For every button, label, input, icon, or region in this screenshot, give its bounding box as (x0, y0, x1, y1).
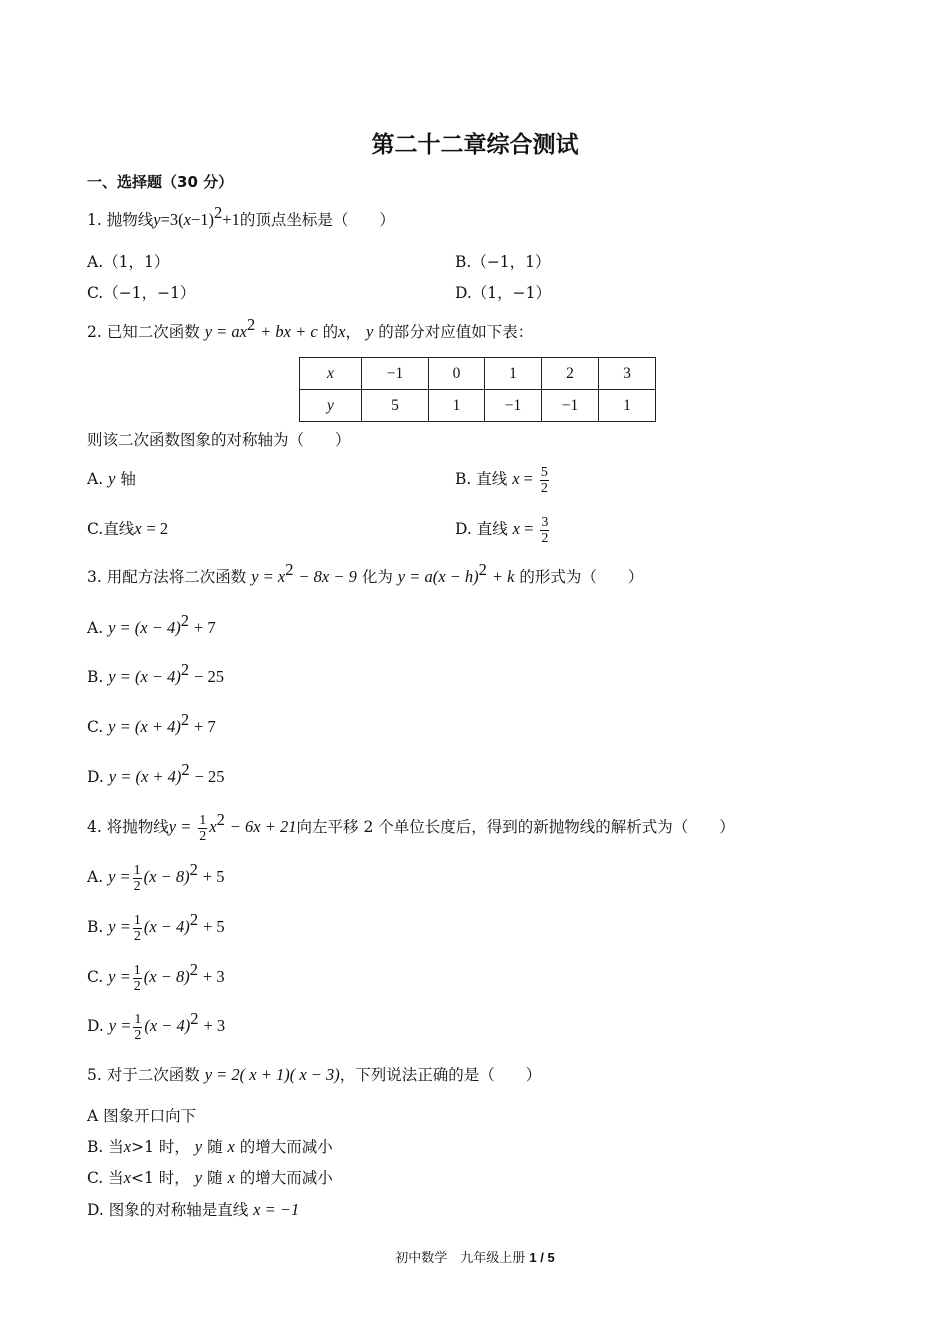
fraction: $\frac{1}{2}$ (133, 862, 141, 894)
option-a: A 图象开口向下 (87, 1107, 197, 1125)
fraction: $\frac{3}{2}$ (541, 514, 549, 546)
math-expr: − 8x − 9 (298, 567, 357, 586)
value-table (299, 357, 656, 422)
math-expr: y = a(x − h) (397, 567, 479, 586)
fraction: $\frac{1}{2}$ (133, 962, 141, 994)
option-d: D. $y = (x + 4)^2 - 25$ (87, 760, 225, 786)
option-text: 随 (206, 1169, 223, 1187)
option-label: B. (87, 668, 104, 686)
math-expr: + 3 (202, 967, 225, 986)
question-number: 1. (87, 211, 102, 229)
math-expr: y = (108, 917, 131, 936)
fraction: $\frac{5}{2}$ (540, 464, 548, 496)
math-var: x (227, 1137, 235, 1156)
option-text: 轴 (120, 470, 136, 488)
math-expr: =3( (160, 210, 184, 229)
math-var: x (134, 519, 142, 538)
math-expr: (x − 4) (143, 917, 190, 936)
math-expr: y = (108, 867, 131, 886)
option-label: C. (87, 718, 104, 736)
option-label: A. (87, 868, 104, 886)
option-d: D. y = $\frac{1}{2}$ $(x - 4)^2 + 3$ (87, 1009, 226, 1043)
math-expr: −1) (190, 210, 215, 229)
option-b (87, 1137, 333, 1157)
math-var: x (512, 519, 520, 538)
option-c: C. $y = (x + 4)^2 + 7$ (87, 710, 216, 736)
page-number: 1 / 5 (529, 1250, 555, 1265)
math-expr: y = (x − 4) (108, 667, 181, 686)
table-cell: y (300, 390, 362, 422)
table-cell: x (300, 358, 362, 390)
math-var: x (123, 1168, 131, 1187)
question-5 (87, 1065, 541, 1085)
math-var: y (153, 210, 161, 229)
footer-text: 初中数学 九年级上册 (395, 1251, 526, 1266)
table-cell: 1 (429, 390, 485, 422)
math-var: x (209, 817, 217, 836)
math-expr: − 6x + 21 (229, 817, 297, 836)
math-expr: (x − 4) (144, 1016, 191, 1035)
option-a: A. y = $\frac{1}{2}$ $(x - 8)^2 + 5$ (87, 860, 225, 894)
question-text: 将抛物线 (106, 818, 169, 836)
option-d: D. 直线 x = $\frac{3}{2}$ (455, 514, 549, 546)
math-expr: y = (168, 817, 192, 836)
table-row-y (300, 390, 656, 422)
option-label: C.直线 (87, 520, 135, 538)
question-text: ，下列说法正确的是（ ） (339, 1066, 542, 1084)
option-text: B. 当 (87, 1138, 124, 1156)
table-row-x (300, 358, 656, 390)
option-label: B. 直线 (455, 470, 508, 488)
math-var: y (365, 322, 374, 341)
option-d: D.（1，−1） (455, 284, 552, 302)
question-text: 的形式为（ ） (519, 568, 644, 586)
table-cell: 2 (542, 358, 599, 390)
math-expr: = 2 (146, 519, 169, 538)
option-label: D. (87, 768, 104, 786)
table-cell: 0 (429, 358, 485, 390)
math-expr: y = ax (204, 322, 247, 341)
question-text: 的 (322, 323, 339, 341)
math-var: x (512, 469, 520, 488)
option-b: B. 直线 x = $\frac{5}{2}$ (455, 464, 548, 496)
table-cell: −1 (485, 390, 542, 422)
math-expr: (x − 8) (143, 967, 190, 986)
question-text: 的部分对应值如下表： (378, 323, 534, 341)
option-b: B.（−1，1） (455, 253, 551, 271)
math-var: x (338, 322, 346, 341)
table-cell: 3 (599, 358, 656, 390)
question-2-prompt: 则该二次函数图象的对称轴为（ ） (87, 431, 351, 449)
math-expr: + 5 (202, 867, 225, 886)
question-1: 1. 抛物线$y=3(x-1)^2+1$的顶点坐标是（ ） (87, 203, 395, 229)
table-cell: 5 (362, 390, 429, 422)
math-expr: + k (491, 567, 515, 586)
option-a: A.（1，1） (87, 253, 170, 271)
math-expr: y = 2( x + 1)( x − 3) (204, 1065, 340, 1084)
math-expr: y = (108, 1016, 132, 1035)
option-label: D. 直线 (455, 520, 508, 538)
question-text: 已知二次函数 (106, 323, 200, 341)
table-cell: −1 (362, 358, 429, 390)
option-label: A. (87, 470, 104, 488)
question-number: 4. (87, 818, 102, 836)
math-var: y (108, 469, 116, 488)
question-2: 2. 已知二次函数 $y = ax^2$ + bx + c 的x， y 的部分对应值如下表： (87, 315, 534, 341)
option-text: C. 当 (87, 1169, 124, 1187)
math-var: y (194, 1137, 203, 1156)
question-text: 用配方法将二次函数 (106, 568, 247, 586)
math-expr: − 25 (194, 767, 225, 786)
math-expr: y = (x + 4) (108, 717, 181, 736)
option-label: C. (87, 968, 104, 986)
option-c (87, 519, 168, 539)
table-cell: 1 (599, 390, 656, 422)
math-expr: +1 (222, 210, 240, 229)
question-text: 的顶点坐标是（ ） (239, 211, 395, 229)
option-label: D. (87, 1017, 104, 1035)
question-text: ， (345, 323, 361, 341)
option-text: <1 时， (131, 1169, 190, 1187)
option-text: 的增大而减小 (239, 1169, 333, 1187)
option-d (87, 1200, 299, 1220)
math-var: x (123, 1137, 132, 1156)
math-expr: y = x (251, 567, 286, 586)
option-label: B. (87, 918, 104, 936)
section-heading: 一、选择题（30 分） (87, 173, 234, 191)
question-number: 5. (87, 1066, 102, 1084)
question-number: 2. (87, 323, 102, 341)
table-cell: −1 (542, 390, 599, 422)
math-expr: + 5 (203, 917, 225, 936)
math-expr: + 7 (194, 717, 216, 736)
question-text: 对于二次函数 (106, 1066, 200, 1084)
table-cell: 1 (485, 358, 542, 390)
math-expr: y = (x − 4) (108, 618, 181, 637)
question-3: 3. 用配方法将二次函数 $y = x^2 - 8x - 9$ 化为 $y = a(x - h)^2 + k$ 的形式为（ ） (87, 560, 644, 586)
option-c: C.（−1，−1） (87, 284, 196, 302)
option-text: >1 时， (131, 1138, 190, 1156)
math-var: x (183, 210, 191, 229)
fraction: $\frac{1}{2}$ (133, 912, 141, 944)
question-4: 4. 将抛物线y = $\frac{1}{2}$ $x^2 - 6x + 21$向左平移 2 个单位长度后，得到的新抛物线的解析式为（ ） (87, 810, 735, 844)
math-expr: y = (108, 967, 131, 986)
page-title: 第二十二章综合测试 (371, 132, 579, 158)
fraction: $\frac{1}{2}$ (199, 812, 207, 844)
math-expr: + 3 (203, 1016, 226, 1035)
question-text: 抛物线 (106, 211, 154, 229)
math-expr: + bx + c (260, 322, 318, 341)
option-text: 随 (207, 1138, 223, 1156)
math-expr: y = (x + 4) (108, 767, 182, 786)
math-var: x (227, 1168, 235, 1187)
fraction: $\frac{1}{2}$ (134, 1011, 142, 1043)
option-a: A. $y = (x - 4)^2 + 7$ (87, 611, 216, 637)
option-a (87, 469, 136, 489)
option-text: D. 图象的对称轴是直线 (87, 1201, 249, 1219)
math-expr: x = −1 (253, 1200, 300, 1219)
option-text: 的增大而减小 (239, 1138, 333, 1156)
math-expr: − 25 (194, 667, 225, 686)
option-c: C. y = $\frac{1}{2}$ $(x - 8)^2 + 3$ (87, 960, 225, 994)
math-expr: + 7 (193, 618, 216, 637)
question-text: 向左平移 2 个单位长度后，得到的新抛物线的解析式为（ ） (296, 818, 735, 836)
question-text: 化为 (361, 568, 393, 586)
question-number: 3. (87, 568, 102, 586)
page-footer (0, 1247, 950, 1266)
option-b: B. y = $\frac{1}{2}$ $(x - 4)^2 + 5$ (87, 910, 225, 944)
option-c (87, 1168, 333, 1188)
option-b: B. $y = (x - 4)^2 - 25$ (87, 660, 225, 686)
math-expr: (x − 8) (143, 867, 190, 886)
math-var: y (194, 1168, 203, 1187)
option-label: A. (87, 619, 104, 637)
